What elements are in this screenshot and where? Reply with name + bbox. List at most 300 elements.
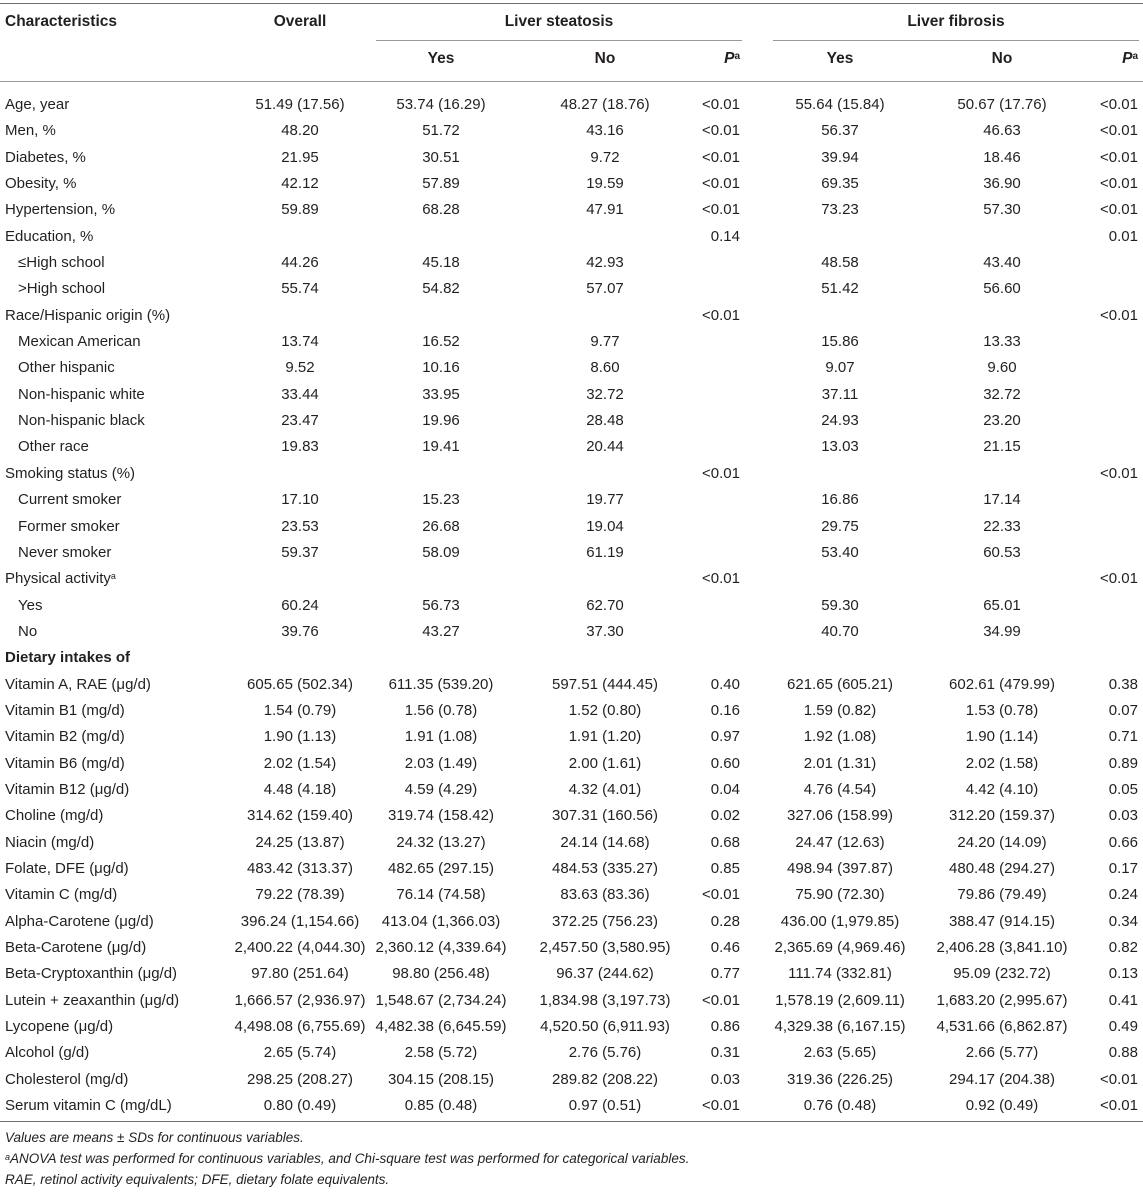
- cell-steatosis-no: 37.30: [586, 622, 624, 640]
- cell-overall: 39.76: [281, 622, 319, 640]
- row-label: Vitamin B12 (μg/d): [5, 780, 130, 798]
- table-row: [0, 593, 1143, 619]
- cell-steatosis-no: 9.72: [590, 148, 620, 166]
- cell-fibrosis-no: 2,406.28 (3,841.10): [936, 939, 1068, 956]
- cell-steatosis-no: 42.93: [586, 254, 624, 272]
- cell-overall: 298.25 (208.27): [247, 1070, 353, 1088]
- cell-steatosis-yes: 1.91 (1.08): [404, 728, 478, 746]
- cell-steatosis-no: 372.25 (756.23): [552, 912, 658, 930]
- header-overall: Overall: [273, 13, 327, 30]
- cell-fibrosis-yes: 75.90 (72.30): [795, 886, 885, 904]
- cell-overall: 59.89: [281, 201, 319, 219]
- cell-steatosis-p: <0.01: [702, 201, 740, 219]
- cell-steatosis-no: 2,457.50 (3,580.95): [539, 939, 671, 956]
- cell-fibrosis-no: 56.60: [983, 280, 1021, 298]
- cell-fibrosis-p: 0.49: [1108, 1018, 1138, 1036]
- cell-steatosis-no: 96.37 (244.62): [556, 965, 654, 983]
- cell-overall: 0.80 (0.49): [263, 1097, 337, 1115]
- table-row: [0, 171, 1143, 197]
- cell-fibrosis-no: 60.53: [983, 543, 1021, 561]
- cell-fibrosis-no: 18.46: [983, 148, 1021, 166]
- row-label: Education, %: [5, 227, 94, 245]
- cell-fibrosis-no: 480.48 (294.27): [949, 859, 1055, 877]
- cell-fibrosis-p: 0.88: [1108, 1044, 1138, 1062]
- cell-fibrosis-yes: 39.94: [821, 148, 859, 166]
- table-row: [0, 856, 1143, 882]
- section-heading-row: [0, 645, 1143, 671]
- cell-fibrosis-no: 13.33: [983, 333, 1021, 351]
- cell-overall: 314.62 (159.40): [247, 807, 353, 825]
- table-row: [0, 566, 1143, 592]
- cell-steatosis-yes: 30.51: [422, 148, 460, 166]
- cell-steatosis-p: <0.01: [702, 464, 740, 482]
- cell-steatosis-yes: 1,548.67 (2,734.24): [375, 991, 507, 1009]
- cell-fibrosis-yes: 1,578.19 (2,609.11): [775, 991, 905, 1009]
- cell-overall: 1.90 (1.13): [263, 728, 337, 746]
- table-row: [0, 118, 1143, 144]
- row-label: Serum vitamin C (mg/dL): [5, 1097, 172, 1115]
- cell-steatosis-yes: 0.85 (0.48): [404, 1097, 478, 1115]
- cell-steatosis-p: 0.14: [710, 227, 740, 245]
- cell-steatosis-no: 4.32 (4.01): [568, 780, 642, 798]
- cell-overall: 13.74: [281, 333, 319, 351]
- cell-steatosis-no: 32.72: [586, 385, 624, 403]
- cell-steatosis-yes: 33.95: [422, 385, 460, 403]
- cell-fibrosis-no: 79.86 (79.49): [957, 886, 1047, 904]
- cell-steatosis-yes: 10.16: [422, 359, 460, 377]
- table-row: [0, 355, 1143, 381]
- row-label: Dietary intakes of: [5, 649, 131, 667]
- cell-fibrosis-no: 9.60: [987, 359, 1017, 377]
- cell-fibrosis-p: <0.01: [1100, 122, 1138, 140]
- cell-overall: 2.02 (1.54): [263, 754, 337, 772]
- header-steatosis-no: No: [594, 50, 616, 67]
- cell-overall: 17.10: [281, 491, 319, 509]
- row-label: Niacin (mg/d): [5, 833, 95, 851]
- header-fibrosis-p: $P^a$: [1122, 50, 1138, 67]
- cell-fibrosis-p: <0.01: [1100, 306, 1138, 324]
- cell-fibrosis-no: 388.47 (914.15): [949, 912, 1055, 930]
- cell-fibrosis-yes: 2.01 (1.31): [803, 754, 877, 772]
- table-row: [0, 619, 1143, 645]
- cell-steatosis-yes: 2.03 (1.49): [404, 754, 478, 772]
- cell-fibrosis-no: 1.90 (1.14): [965, 728, 1039, 746]
- row-label: Vitamin A, RAE (μg/d): [5, 675, 151, 693]
- table-row: [0, 672, 1143, 698]
- cell-steatosis-p: <0.01: [702, 148, 740, 166]
- cell-steatosis-p: <0.01: [702, 306, 740, 324]
- cell-steatosis-no: 24.14 (14.68): [560, 833, 650, 851]
- cell-steatosis-yes: 413.04 (1,366.03): [381, 912, 501, 930]
- cell-fibrosis-p: 0.41: [1108, 991, 1138, 1009]
- cell-steatosis-yes: 57.89: [422, 175, 460, 193]
- cell-fibrosis-yes: 9.07: [825, 359, 855, 377]
- cell-steatosis-no: 28.48: [586, 412, 624, 430]
- table-row: [0, 540, 1143, 566]
- row-label: ≤High school: [18, 254, 105, 272]
- cell-fibrosis-yes: 1.59 (0.82): [803, 701, 877, 719]
- cell-fibrosis-p: <0.01: [1100, 570, 1138, 588]
- table-row: [0, 145, 1143, 171]
- cell-fibrosis-yes: 111.74 (332.81): [788, 965, 892, 983]
- cell-steatosis-no: 484.53 (335.27): [552, 859, 658, 877]
- cell-fibrosis-yes: 69.35: [821, 175, 859, 193]
- row-label: Physical activity$^a$: [5, 570, 116, 588]
- cell-fibrosis-yes: 51.42: [821, 280, 859, 298]
- cell-fibrosis-no: 23.20: [983, 412, 1021, 430]
- cell-steatosis-no: 1.91 (1.20): [568, 728, 642, 746]
- cell-steatosis-no: 43.16: [586, 122, 624, 140]
- cell-overall: 2.65 (5.74): [263, 1044, 337, 1062]
- cell-steatosis-yes: 51.72: [422, 122, 460, 140]
- cell-fibrosis-yes: 56.37: [821, 122, 859, 140]
- cell-fibrosis-p: 0.38: [1108, 675, 1138, 693]
- cell-overall: 59.37: [281, 543, 319, 561]
- cell-fibrosis-yes: 53.40: [821, 543, 859, 561]
- row-label: No: [18, 622, 38, 640]
- cell-steatosis-no: 57.07: [586, 280, 624, 298]
- row-label: Other race: [18, 438, 89, 456]
- cell-fibrosis-yes: 436.00 (1,979.85): [780, 912, 900, 930]
- cell-fibrosis-p: <0.01: [1100, 464, 1138, 482]
- row-label: Mexican American: [18, 333, 141, 351]
- cell-steatosis-yes: 26.68: [422, 517, 460, 535]
- table-row: [0, 751, 1143, 777]
- cell-steatosis-yes: 58.09: [422, 543, 460, 561]
- cell-steatosis-p: <0.01: [702, 1097, 740, 1115]
- header-steatosis-yes: Yes: [427, 50, 455, 67]
- cell-fibrosis-yes: 37.11: [821, 385, 859, 403]
- cell-steatosis-p: 0.40: [710, 675, 740, 693]
- footnote-values: Values are means ± SDs for continuous variables.: [5, 1130, 304, 1145]
- footnote-anova: $^a$ANOVA test was performed for continuous variables, and Chi-square test was performed for categorical variables.: [5, 1151, 690, 1166]
- cell-fibrosis-yes: 24.47 (12.63): [795, 833, 885, 851]
- cell-steatosis-yes: 53.74 (16.29): [396, 96, 486, 113]
- cell-overall: 60.24: [281, 596, 319, 614]
- row-label: Alcohol (g/d): [5, 1044, 90, 1062]
- cell-steatosis-p: 0.46: [710, 939, 740, 956]
- row-label: Race/Hispanic origin (%): [5, 306, 171, 324]
- cell-steatosis-p: 0.68: [710, 833, 740, 851]
- cell-steatosis-no: 20.44: [586, 438, 624, 456]
- table-row: [0, 909, 1143, 935]
- cell-overall: 23.53: [281, 517, 319, 535]
- cell-fibrosis-p: 0.03: [1108, 807, 1138, 825]
- cell-steatosis-p: 0.16: [710, 701, 740, 719]
- cell-steatosis-yes: 98.80 (256.48): [392, 965, 490, 983]
- cell-steatosis-no: 62.70: [586, 596, 624, 614]
- cell-fibrosis-no: 0.92 (0.49): [965, 1097, 1039, 1115]
- table-row: [0, 803, 1143, 829]
- fibrosis-underline: [773, 40, 1139, 41]
- cell-overall: 2,400.22 (4,044.30): [234, 939, 366, 956]
- steatosis-underline: [376, 40, 742, 41]
- cell-steatosis-p: <0.01: [702, 991, 740, 1009]
- cell-overall: 4.48 (4.18): [263, 780, 337, 798]
- cell-steatosis-p: 0.03: [710, 1070, 740, 1088]
- cell-steatosis-p: 0.28: [710, 912, 740, 930]
- cell-steatosis-yes: 2,360.12 (4,339.64): [375, 939, 507, 956]
- cell-steatosis-p: <0.01: [702, 122, 740, 140]
- cell-fibrosis-no: 4.42 (4.10): [965, 780, 1039, 798]
- cell-steatosis-no: 4,520.50 (6,911.93): [540, 1018, 670, 1036]
- cell-fibrosis-p: 0.89: [1108, 754, 1138, 772]
- cell-fibrosis-yes: 55.64 (15.84): [795, 96, 885, 113]
- cell-steatosis-p: 0.85: [710, 859, 740, 877]
- table-row: [0, 434, 1143, 460]
- header-fibrosis-yes: Yes: [826, 50, 854, 67]
- table-row: [0, 882, 1143, 908]
- cell-steatosis-no: 47.91: [586, 201, 624, 219]
- cell-steatosis-no: 48.27 (18.76): [560, 96, 650, 113]
- cell-overall: 33.44: [281, 385, 319, 403]
- row-label: Men, %: [5, 122, 56, 140]
- table-row: [0, 461, 1143, 487]
- cell-overall: 23.47: [281, 412, 319, 430]
- cell-steatosis-p: <0.01: [702, 175, 740, 193]
- table-row: [0, 830, 1143, 856]
- cell-steatosis-yes: 45.18: [422, 254, 460, 272]
- cell-fibrosis-no: 602.61 (479.99): [949, 675, 1055, 693]
- table-row: [0, 92, 1143, 118]
- cell-fibrosis-yes: 16.86: [821, 491, 859, 509]
- cell-fibrosis-yes: 13.03: [821, 438, 859, 456]
- cell-fibrosis-yes: 73.23: [821, 201, 859, 219]
- cell-steatosis-yes: 43.27: [422, 622, 460, 640]
- table-row: [0, 1014, 1143, 1040]
- cell-fibrosis-no: 65.01: [983, 596, 1021, 614]
- row-label: Non-hispanic white: [18, 385, 145, 403]
- cell-steatosis-p: 0.02: [710, 807, 740, 825]
- table-row: [0, 329, 1143, 355]
- cell-fibrosis-no: 1.53 (0.78): [965, 701, 1039, 719]
- cell-fibrosis-no: 95.09 (232.72): [953, 965, 1051, 983]
- cell-steatosis-yes: 4,482.38 (6,645.59): [375, 1018, 507, 1036]
- cell-steatosis-no: 289.82 (208.22): [552, 1070, 658, 1088]
- table-row: [0, 988, 1143, 1014]
- cell-steatosis-yes: 54.82: [422, 280, 460, 298]
- table-row: [0, 724, 1143, 750]
- row-label: Current smoker: [18, 491, 122, 509]
- footnote-abbreviations: RAE, retinol activity equivalents; DFE, dietary folate equivalents.: [5, 1172, 390, 1187]
- cell-fibrosis-yes: 498.94 (397.87): [787, 859, 893, 877]
- header-liver-fibrosis: Liver fibrosis: [907, 13, 1005, 30]
- row-label: Smoking status (%): [5, 464, 136, 482]
- cell-fibrosis-p: 0.34: [1108, 912, 1138, 930]
- cell-steatosis-yes: 319.74 (158.42): [388, 807, 494, 825]
- cell-fibrosis-p: <0.01: [1100, 96, 1138, 113]
- cell-fibrosis-no: 312.20 (159.37): [949, 807, 1055, 825]
- cell-fibrosis-p: <0.01: [1100, 1070, 1138, 1088]
- cell-fibrosis-no: 32.72: [983, 385, 1021, 403]
- cell-steatosis-no: 61.19: [586, 543, 624, 561]
- cell-steatosis-yes: 611.35 (539.20): [388, 675, 494, 693]
- cell-steatosis-yes: 482.65 (297.15): [388, 859, 494, 877]
- cell-steatosis-no: 19.77: [586, 491, 624, 509]
- cell-fibrosis-p: 0.66: [1108, 833, 1138, 851]
- cell-steatosis-p: 0.04: [710, 780, 740, 798]
- row-label: Folate, DFE (μg/d): [5, 859, 129, 877]
- cell-fibrosis-no: 4,531.66 (6,862.87): [936, 1018, 1068, 1036]
- row-label: Vitamin B2 (mg/d): [5, 728, 125, 746]
- cell-fibrosis-p: 0.05: [1108, 780, 1138, 798]
- row-label: Lycopene (μg/d): [5, 1018, 114, 1036]
- cell-overall: 396.24 (1,154.66): [240, 912, 360, 930]
- cell-fibrosis-no: 36.90: [983, 175, 1021, 193]
- cell-fibrosis-no: 2.66 (5.77): [965, 1044, 1039, 1062]
- table-row: [0, 1040, 1143, 1066]
- cell-steatosis-p: 0.77: [710, 965, 740, 983]
- cell-fibrosis-no: 294.17 (204.38): [949, 1070, 1055, 1088]
- table-row: [0, 1093, 1143, 1119]
- cell-fibrosis-no: 57.30: [983, 201, 1021, 219]
- row-label: Diabetes, %: [5, 148, 86, 166]
- cell-steatosis-yes: 4.59 (4.29): [404, 780, 478, 798]
- row-label: >High school: [18, 280, 106, 298]
- cell-fibrosis-yes: 327.06 (158.99): [787, 807, 893, 825]
- cell-fibrosis-no: 43.40: [983, 254, 1021, 272]
- cell-steatosis-yes: 2.58 (5.72): [404, 1044, 478, 1062]
- cell-steatosis-no: 1.52 (0.80): [568, 701, 642, 719]
- table-row: [0, 224, 1143, 250]
- row-label: Choline (mg/d): [5, 807, 104, 825]
- row-label: Former smoker: [18, 517, 120, 535]
- cell-steatosis-p: 0.31: [710, 1044, 740, 1062]
- table-row: [0, 777, 1143, 803]
- table-row: [0, 303, 1143, 329]
- cell-fibrosis-no: 2.02 (1.58): [965, 754, 1039, 772]
- cell-steatosis-yes: 1.56 (0.78): [404, 701, 478, 719]
- row-label: Vitamin C (mg/d): [5, 886, 118, 904]
- cell-fibrosis-p: 0.01: [1108, 227, 1138, 245]
- row-label: Lutein + zeaxanthin (μg/d): [5, 991, 180, 1009]
- table-row: [0, 250, 1143, 276]
- cell-fibrosis-p: 0.82: [1108, 939, 1138, 956]
- cell-overall: 1,666.57 (2,936.97): [234, 991, 366, 1009]
- row-label: Hypertension, %: [5, 201, 116, 219]
- cell-fibrosis-p: <0.01: [1100, 1097, 1138, 1115]
- table-row: [0, 961, 1143, 987]
- row-label: Alpha-Carotene (μg/d): [5, 912, 154, 930]
- cell-overall: 55.74: [281, 280, 319, 298]
- cell-fibrosis-yes: 24.93: [821, 412, 859, 430]
- cell-steatosis-p: <0.01: [702, 886, 740, 904]
- cell-steatosis-no: 0.97 (0.51): [568, 1097, 642, 1115]
- cell-steatosis-p: 0.97: [710, 728, 740, 746]
- cell-fibrosis-p: 0.71: [1108, 728, 1138, 746]
- cell-steatosis-yes: 304.15 (208.15): [388, 1070, 494, 1088]
- cell-fibrosis-yes: 621.65 (605.21): [787, 675, 893, 693]
- cell-fibrosis-p: <0.01: [1100, 175, 1138, 193]
- table-row: [0, 487, 1143, 513]
- cell-overall: 19.83: [281, 438, 319, 456]
- row-label: Never smoker: [18, 543, 112, 561]
- cell-fibrosis-no: 50.67 (17.76): [957, 96, 1047, 113]
- row-label: Obesity, %: [5, 175, 77, 193]
- cell-fibrosis-no: 46.63: [983, 122, 1021, 140]
- table-body: [0, 92, 1143, 1119]
- cell-fibrosis-yes: 2,365.69 (4,969.46): [774, 939, 906, 956]
- row-label: Beta-Cryptoxanthin (μg/d): [5, 965, 178, 983]
- cell-overall: 44.26: [281, 254, 319, 272]
- table-row: [0, 197, 1143, 223]
- cell-overall: 21.95: [281, 148, 319, 166]
- cell-fibrosis-yes: 319.36 (226.25): [787, 1070, 893, 1088]
- cell-steatosis-no: 19.59: [586, 175, 624, 193]
- cell-overall: 4,498.08 (6,755.69): [234, 1018, 366, 1036]
- table-row: [0, 698, 1143, 724]
- row-label: Vitamin B6 (mg/d): [5, 754, 125, 772]
- cell-fibrosis-yes: 2.63 (5.65): [803, 1044, 877, 1062]
- cell-steatosis-yes: 56.73: [422, 596, 460, 614]
- cell-steatosis-yes: 68.28: [422, 201, 460, 219]
- cell-fibrosis-p: 0.17: [1108, 859, 1138, 877]
- cell-fibrosis-yes: 40.70: [821, 622, 859, 640]
- row-label: Vitamin B1 (mg/d): [5, 701, 125, 719]
- cell-fibrosis-p: 0.24: [1108, 886, 1138, 904]
- cell-steatosis-yes: 19.96: [422, 412, 460, 430]
- table-row: [0, 408, 1143, 434]
- cell-fibrosis-yes: 48.58: [821, 254, 859, 272]
- cell-steatosis-yes: 16.52: [422, 333, 460, 351]
- table-top-rule: [0, 3, 1143, 4]
- cell-steatosis-no: 8.60: [590, 359, 620, 377]
- cell-overall: 1.54 (0.79): [263, 701, 337, 719]
- cell-fibrosis-yes: 15.86: [821, 333, 859, 351]
- cell-fibrosis-p: 0.07: [1108, 701, 1138, 719]
- cell-fibrosis-yes: 29.75: [821, 517, 859, 535]
- cell-fibrosis-no: 21.15: [983, 438, 1021, 456]
- cell-steatosis-no: 83.63 (83.36): [560, 886, 650, 904]
- cell-overall: 51.49 (17.56): [255, 96, 345, 113]
- row-label: Yes: [18, 596, 43, 614]
- cell-steatosis-yes: 24.32 (13.27): [396, 833, 486, 851]
- cell-steatosis-p: 0.60: [710, 754, 740, 772]
- row-label: Cholesterol (mg/d): [5, 1070, 129, 1088]
- cell-overall: 483.42 (313.37): [247, 859, 353, 877]
- cell-steatosis-no: 9.77: [590, 333, 620, 351]
- cell-fibrosis-yes: 1.92 (1.08): [803, 728, 877, 746]
- cell-overall: 9.52: [285, 359, 315, 377]
- header-liver-steatosis: Liver steatosis: [504, 13, 614, 30]
- table-row: [0, 276, 1143, 302]
- cell-fibrosis-no: 24.20 (14.09): [957, 833, 1047, 851]
- cell-overall: 605.65 (502.34): [247, 675, 353, 693]
- row-label: Other hispanic: [18, 359, 115, 377]
- table-bottom-rule: [0, 1121, 1143, 1122]
- header-bottom-rule: [0, 81, 1143, 82]
- table-row: [0, 1067, 1143, 1093]
- cell-fibrosis-p: 0.13: [1108, 965, 1138, 983]
- cell-fibrosis-yes: 59.30: [821, 596, 859, 614]
- cell-fibrosis-no: 17.14: [983, 491, 1021, 509]
- cell-steatosis-no: 2.76 (5.76): [568, 1044, 642, 1062]
- table-row: [0, 514, 1143, 540]
- row-label: Age, year: [5, 96, 70, 113]
- cell-steatosis-p: <0.01: [702, 570, 740, 588]
- cell-steatosis-yes: 76.14 (74.58): [396, 886, 486, 904]
- cell-steatosis-no: 307.31 (160.56): [552, 807, 658, 825]
- cell-fibrosis-no: 22.33: [983, 517, 1021, 535]
- cell-steatosis-no: 19.04: [586, 517, 624, 535]
- cell-overall: 24.25 (13.87): [255, 833, 345, 851]
- cell-fibrosis-no: 34.99: [983, 622, 1021, 640]
- cell-steatosis-yes: 15.23: [422, 491, 460, 509]
- header-fibrosis-no: No: [991, 50, 1013, 67]
- header-characteristics: Characteristics: [5, 13, 118, 30]
- cell-overall: 48.20: [281, 122, 319, 140]
- cell-fibrosis-p: <0.01: [1100, 201, 1138, 219]
